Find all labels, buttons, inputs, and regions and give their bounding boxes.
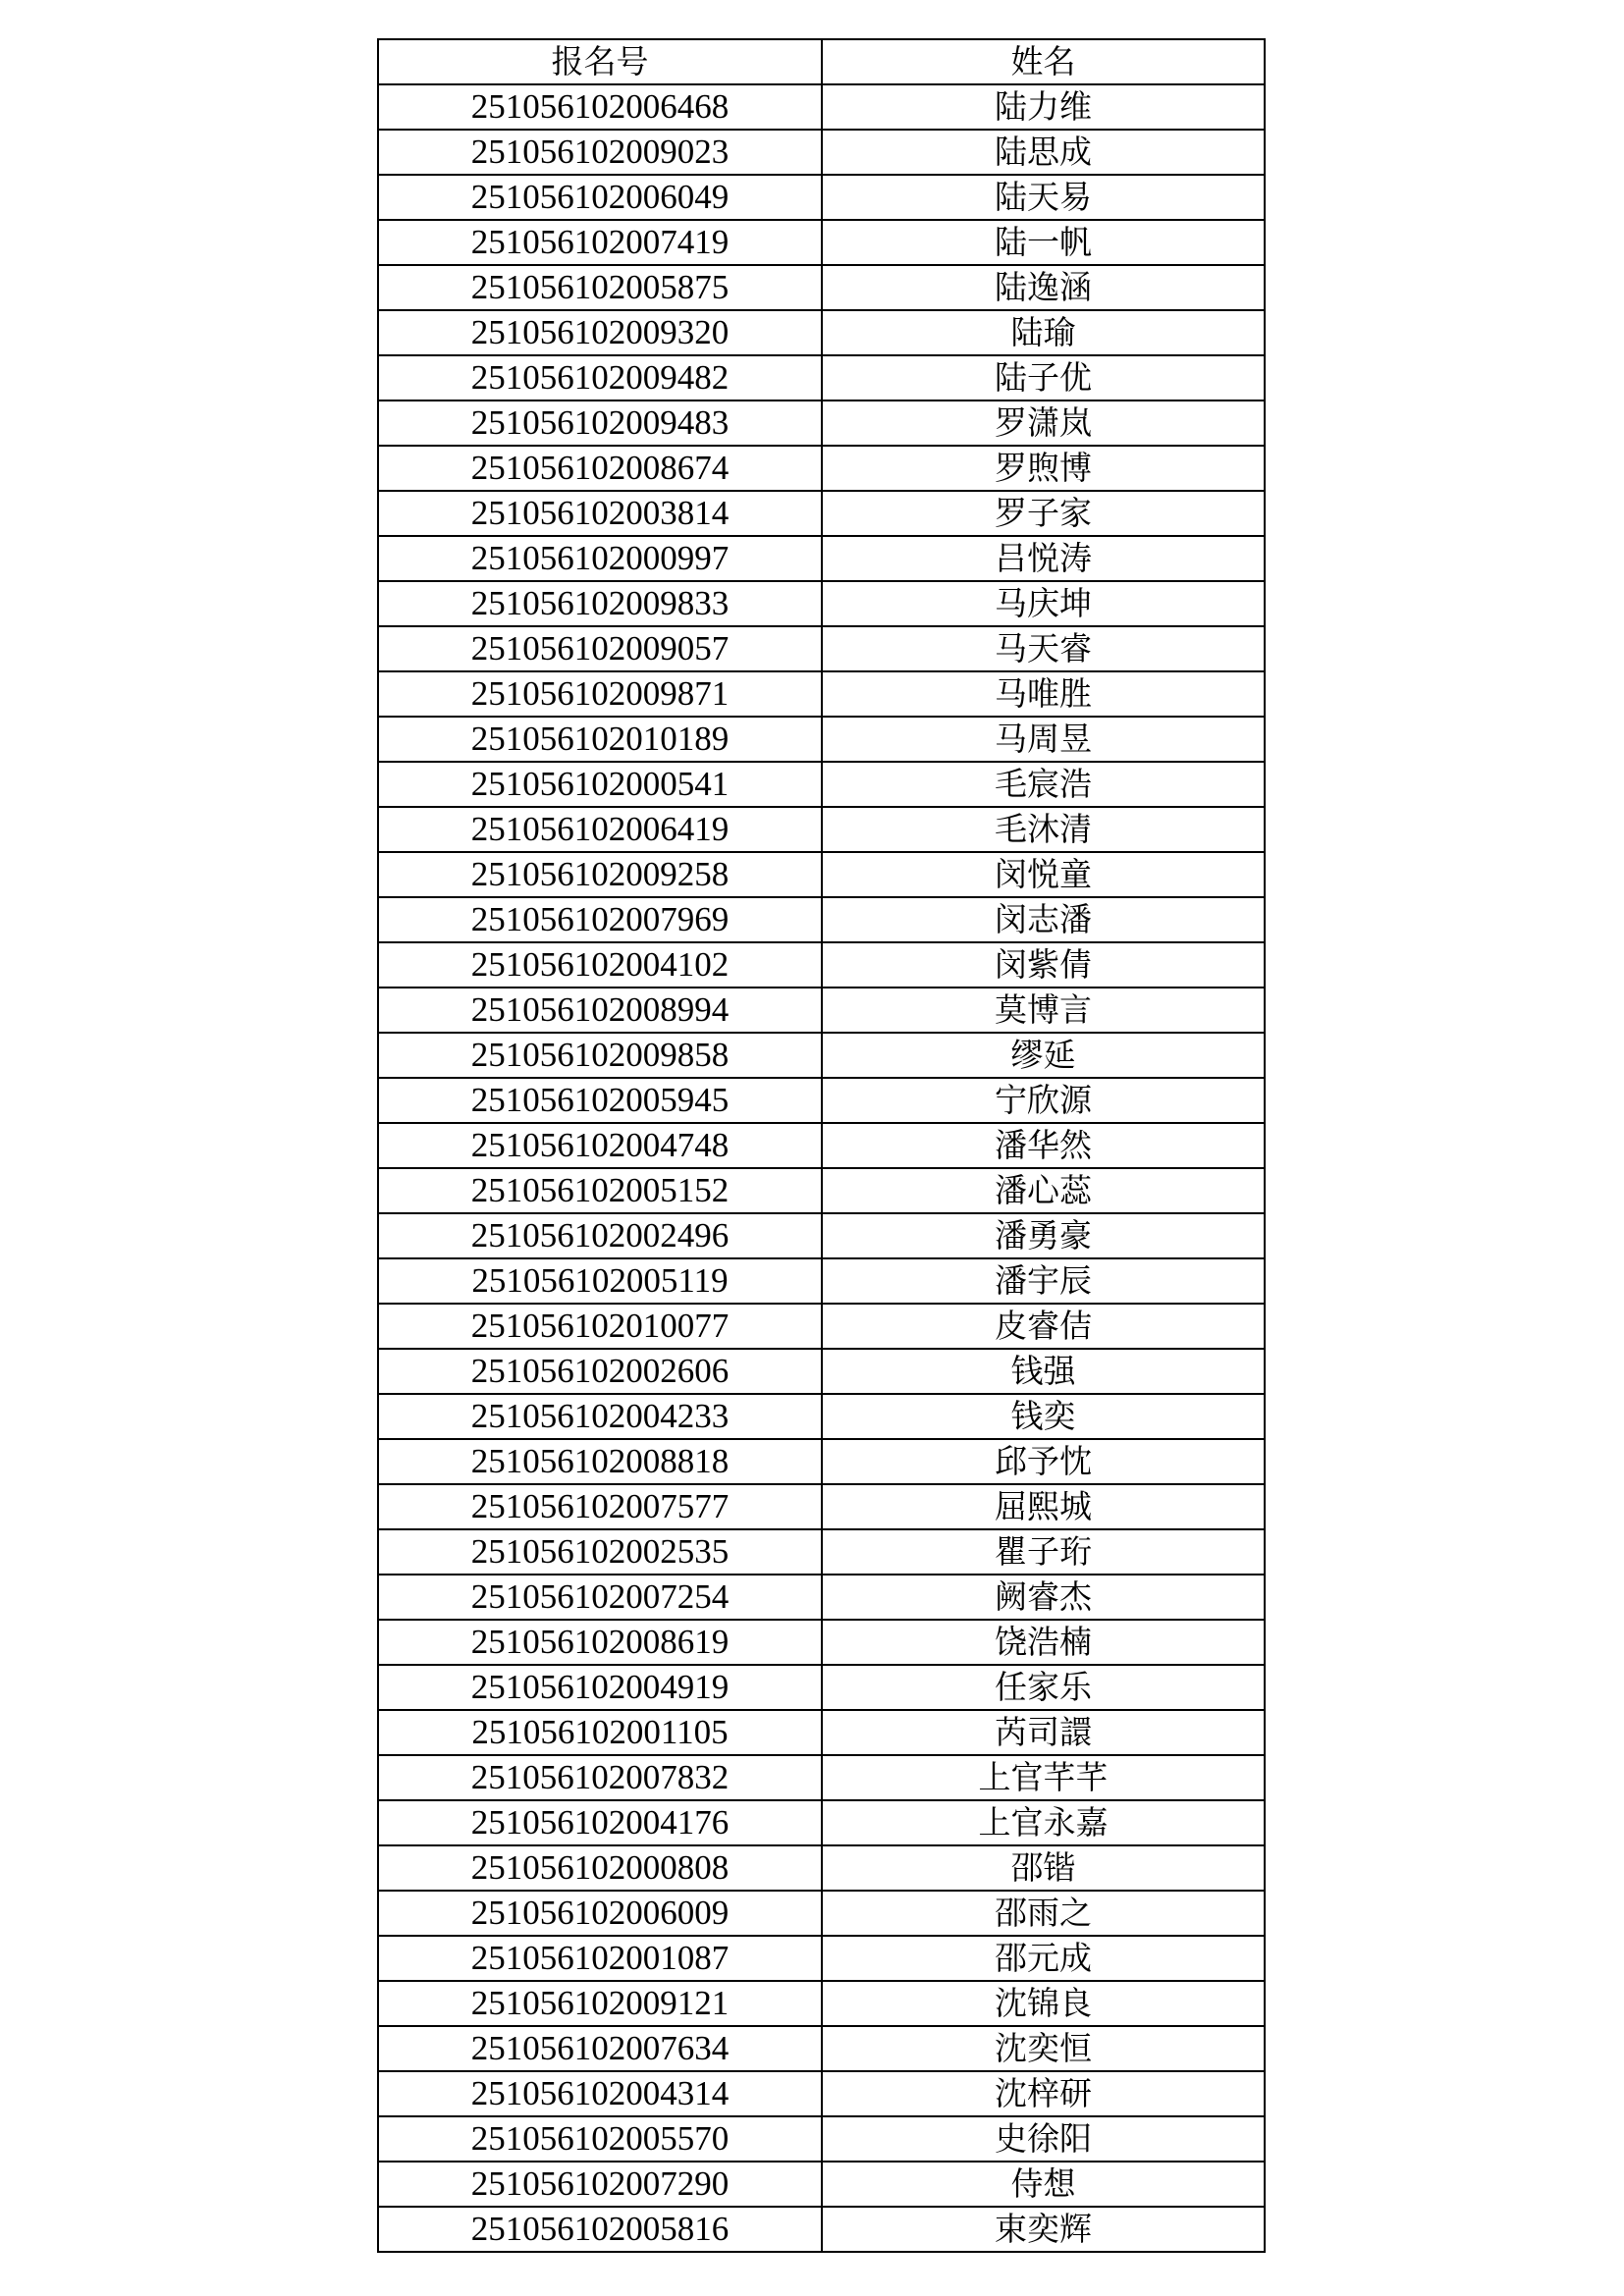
registration-number-cell: 251056102001105 [378,1710,822,1755]
registration-number-cell: 251056102009023 [378,130,822,175]
name-cell: 潘心蕊 [822,1168,1265,1213]
name-cell: 阙睿杰 [822,1575,1265,1620]
table-row [378,1800,1265,1845]
name-cell: 马庆坤 [822,581,1265,626]
registration-number-cell: 251056102004102 [378,942,822,988]
table-row [378,2116,1265,2162]
table-row [378,130,1265,175]
registration-number-cell: 251056102007577 [378,1484,822,1529]
registration-number-cell: 251056102009258 [378,852,822,897]
registration-number-cell: 251056102000541 [378,762,822,807]
registration-number-cell: 251056102003814 [378,491,822,536]
table-row [378,1710,1265,1755]
name-cell: 沈奕恒 [822,2026,1265,2071]
table-row [378,1620,1265,1665]
table-row [378,1033,1265,1078]
name-cell: 闵紫倩 [822,942,1265,988]
name-cell: 邱予忱 [822,1439,1265,1484]
registration-number-cell: 251056102005152 [378,1168,822,1213]
name-cell: 宁欣源 [822,1078,1265,1123]
registration-number-cell: 251056102005816 [378,2207,822,2252]
registration-number-cell: 251056102005875 [378,265,822,310]
registration-number-cell: 251056102007969 [378,897,822,942]
table-row [378,1439,1265,1484]
table-header [378,39,1265,84]
registration-number-cell: 251056102008619 [378,1620,822,1665]
registration-number-cell: 251056102007419 [378,220,822,265]
name-cell: 潘勇豪 [822,1213,1265,1258]
name-cell: 侍想 [822,2162,1265,2207]
name-cell: 陆力维 [822,84,1265,130]
name-cell: 上官永嘉 [822,1800,1265,1845]
name-cell: 饶浩楠 [822,1620,1265,1665]
name-cell: 毛沐清 [822,807,1265,852]
column-header-name: 姓名 [822,39,1265,84]
table-row [378,1078,1265,1123]
registration-number-cell: 251056102004919 [378,1665,822,1710]
registration-number-cell: 251056102006009 [378,1891,822,1936]
registration-number-cell: 251056102004314 [378,2071,822,2116]
registration-number-cell: 251056102006419 [378,807,822,852]
table-row [378,84,1265,130]
table-row [378,1304,1265,1349]
registration-number-cell: 251056102002535 [378,1529,822,1575]
table-row [378,1575,1265,1620]
registration-number-cell: 251056102004748 [378,1123,822,1168]
table-row [378,671,1265,717]
name-cell: 缪延 [822,1033,1265,1078]
name-cell: 吕悦涛 [822,536,1265,581]
registration-number-cell: 251056102005570 [378,2116,822,2162]
name-cell: 陆天易 [822,175,1265,220]
registration-number-cell: 251056102008674 [378,446,822,491]
header-row [378,39,1265,84]
roster-table [377,38,1266,2253]
table-row [378,581,1265,626]
name-cell: 邵元成 [822,1936,1265,1981]
registration-number-cell: 251056102004176 [378,1800,822,1845]
table-row [378,626,1265,671]
table-body [378,84,1265,2252]
table-row [378,1665,1265,1710]
table-row [378,807,1265,852]
registration-number-cell: 251056102007254 [378,1575,822,1620]
registration-number-cell: 251056102010077 [378,1304,822,1349]
table-row [378,310,1265,355]
table-row [378,988,1265,1033]
column-header-registration-number: 报名号 [378,39,822,84]
table-row [378,1484,1265,1529]
name-cell: 潘宇辰 [822,1258,1265,1304]
name-cell: 莫博言 [822,988,1265,1033]
registration-number-cell: 251056102005945 [378,1078,822,1123]
name-cell: 罗潇岚 [822,400,1265,446]
name-cell: 马周昱 [822,717,1265,762]
registration-number-cell: 251056102005119 [378,1258,822,1304]
table-row [378,265,1265,310]
registration-number-cell: 251056102006049 [378,175,822,220]
table-row [378,1394,1265,1439]
registration-number-cell: 251056102009320 [378,310,822,355]
table-row [378,852,1265,897]
name-cell: 束奕辉 [822,2207,1265,2252]
name-cell: 马唯胜 [822,671,1265,717]
table-row [378,1981,1265,2026]
name-cell: 潘华然 [822,1123,1265,1168]
registration-number-cell: 251056102008818 [378,1439,822,1484]
registration-number-cell: 251056102009121 [378,1981,822,2026]
name-cell: 沈梓研 [822,2071,1265,2116]
table-row [378,220,1265,265]
registration-number-cell: 251056102009483 [378,400,822,446]
name-cell: 屈熙城 [822,1484,1265,1529]
name-cell: 瞿子珩 [822,1529,1265,1575]
table-row [378,446,1265,491]
name-cell: 毛宸浩 [822,762,1265,807]
registration-number-cell: 251056102009057 [378,626,822,671]
name-cell: 陆逸涵 [822,265,1265,310]
table-row [378,2071,1265,2116]
table-row [378,536,1265,581]
registration-number-cell: 251056102001087 [378,1936,822,1981]
name-cell: 闵悦童 [822,852,1265,897]
name-cell: 陆一帆 [822,220,1265,265]
name-cell: 芮司譞 [822,1710,1265,1755]
name-cell: 罗子家 [822,491,1265,536]
registration-number-cell: 251056102006468 [378,84,822,130]
name-cell: 闵志潘 [822,897,1265,942]
name-cell: 陆子优 [822,355,1265,400]
table-row [378,1755,1265,1800]
table-row [378,897,1265,942]
name-cell: 邵锴 [822,1845,1265,1891]
table-row [378,942,1265,988]
table-row [378,491,1265,536]
registration-number-cell: 251056102004233 [378,1394,822,1439]
name-cell: 邵雨之 [822,1891,1265,1936]
registration-number-cell: 251056102007832 [378,1755,822,1800]
table-row [378,717,1265,762]
table-row [378,400,1265,446]
registration-number-cell: 251056102002606 [378,1349,822,1394]
registration-number-cell: 251056102007290 [378,2162,822,2207]
table-row [378,1123,1265,1168]
name-cell: 钱强 [822,1349,1265,1394]
registration-number-cell: 251056102009871 [378,671,822,717]
table-row [378,762,1265,807]
name-cell: 陆思成 [822,130,1265,175]
registration-number-cell: 251056102000808 [378,1845,822,1891]
table-row [378,1258,1265,1304]
registration-number-cell: 251056102002496 [378,1213,822,1258]
name-cell: 任家乐 [822,1665,1265,1710]
registration-number-cell: 251056102000997 [378,536,822,581]
table-row [378,1845,1265,1891]
table-row [378,175,1265,220]
name-cell: 上官芊芊 [822,1755,1265,1800]
registration-number-cell: 251056102010189 [378,717,822,762]
table-row [378,1349,1265,1394]
registration-number-cell: 251056102008994 [378,988,822,1033]
table-row [378,355,1265,400]
registration-number-cell: 251056102007634 [378,2026,822,2071]
name-cell: 沈锦良 [822,1981,1265,2026]
table-row [378,2207,1265,2252]
table-row [378,1529,1265,1575]
table-row [378,2026,1265,2071]
table-row [378,1168,1265,1213]
name-cell: 钱奕 [822,1394,1265,1439]
registration-number-cell: 251056102009833 [378,581,822,626]
table-row [378,2162,1265,2207]
name-cell: 皮睿佶 [822,1304,1265,1349]
name-cell: 马天睿 [822,626,1265,671]
name-cell: 陆瑜 [822,310,1265,355]
registration-number-cell: 251056102009482 [378,355,822,400]
table-row [378,1936,1265,1981]
table-row [378,1891,1265,1936]
registration-number-cell: 251056102009858 [378,1033,822,1078]
table-row [378,1213,1265,1258]
name-cell: 史徐阳 [822,2116,1265,2162]
name-cell: 罗煦博 [822,446,1265,491]
